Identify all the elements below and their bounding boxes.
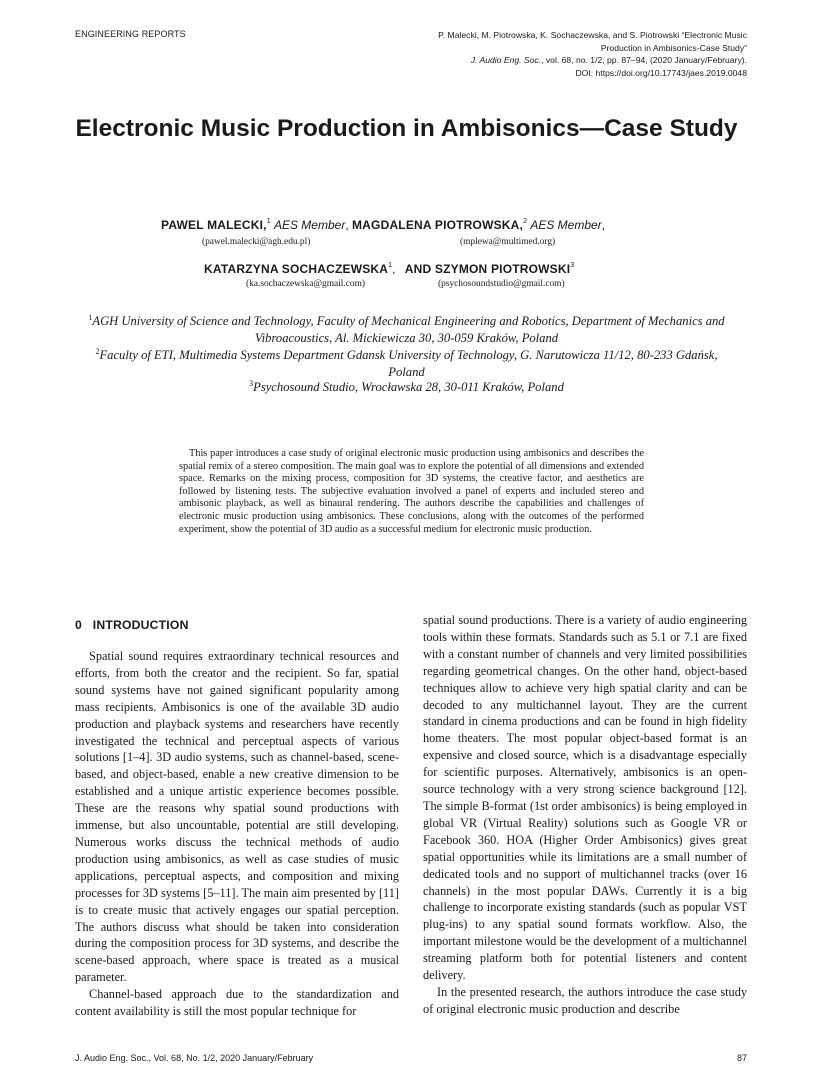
body-column-left: [75, 648, 399, 1020]
affiliation-3-text: Psychosound Studio, Wrocławska 28, 30-011 Kraków, Poland: [253, 380, 564, 394]
paragraph: Channel-based approach due to the standardization and content availability is still the most popular technique for: [75, 987, 399, 1019]
affiliation-2-number: 2: [95, 347, 100, 356]
section-heading: [75, 618, 189, 632]
body-column-right: [423, 612, 747, 1018]
citation-line-1: P. Malecki, M. Piotrowska, K. Sochaczewska, and S. Piotrowski “Electronic Music: [438, 30, 747, 40]
affiliation-1: [80, 309, 733, 348]
author-3-affil: 1: [388, 262, 393, 269]
author-4-email[interactable]: (psychosoundstudio@gmail.com): [438, 279, 565, 289]
author-2-email[interactable]: (mplewa@multimed.org): [460, 237, 556, 247]
paragraph: Spatial sound requires extraordinary technical resources and efforts, from both the creator and the recipient. So far, spatial sound systems have not gained significant popularity among mass recipients. Ambisonics is one of the available 3D audio production and playback systems and researchers have recently investigated the technical and perceptual aspects of various solutions [1–4]. 3D audio systems, such as channel-based, scene-based, and object-based, enable a new creative dimension to be established and a unique artistic experience becomes possible. These are the reasons why spatial sound productions with immense, but also uncountable, potential are still developing. Numerous works discuss the technical methods of audio production using ambisonics, as well as case studies of music applications, perceptual aspects, and composition and mixing processes for 3D systems [5–11]. The main aim presented by [11] is to create music that actively engages our spatial perception. The authors discuss what should be taken into consideration during the composition process for 3D systems, and describe the scene-based approach, where space is treated as a musical parameter.: [75, 649, 399, 985]
citation-block: [367, 29, 747, 79]
citation-doi[interactable]: DOI: https://doi.org/10.17743/jaes.2019.0048: [575, 67, 747, 78]
affiliation-3: [80, 375, 733, 396]
running-header-left: ENGINEERING REPORTS: [75, 29, 186, 39]
author-2-role: AES Member: [530, 218, 602, 232]
citation-line-2: Production in Ambisonics-Case Study”: [600, 42, 747, 53]
author-2-name: MAGDALENA PIOTROWSKA,: [351, 218, 524, 232]
section-title: INTRODUCTION: [92, 618, 189, 632]
paper-title: Electronic Music Production in Ambisonics—Case Study: [75, 115, 738, 142]
author-1-name: PAWEL MALECKI,: [161, 218, 267, 232]
affiliation-1-number: 1: [88, 313, 93, 322]
citation-volume: , vol. 68, no. 1/2, pp. 87–94, (2020 January/February).: [541, 55, 747, 65]
author-1-affil: 1: [266, 218, 271, 225]
citation-journal: J. Audio Eng. Soc.: [470, 55, 542, 65]
paragraph: spatial sound productions. There is a variety of audio engineering tools within these formats. Standards such as 5.1 or 7.1 are fixed with a constant number of channels and very limited possibilities regarding geometrical changes. On the other hand, object-based techniques allow to achieve very high spatial clarity and can be decoded to any multichannel layout. They are the current standard in cinema productions and can be found in high fidelity home theaters. The most popular object-based format is an expensive and closed source, which is a disadvantage especially for scientific purposes. Alternatively, ambisonics is an open-source technology with a very strong science background [12]. The simple B-format (1st order ambisonics) is being employed in global VR (Virtual Reality) solutions such as Google VR or Facebook 360. HOA (Higher Order Ambisonics) gives great spatial opportunities while its limitations are a small number of dedicated tools and no support of multichannel tracks (over 16 channels) in the most popular DAWs. Currently it is a big challenge to incorporate existing standards (such as popular VST plug-ins) to any spatial sound formats workflow. Also, the important milestone would be the development of a multichannel streaming platform both for potential listeners and content delivery.: [423, 613, 747, 983]
running-footer: J. Audio Eng. Soc., Vol. 68, No. 1/2, 2020 January/February: [75, 1053, 314, 1063]
author-3-name: KATARZYNA SOCHACZEWSKA: [204, 262, 389, 276]
citation-line-3: [367, 54, 747, 67]
author-2-affil: 2: [523, 218, 527, 225]
page-number: 87: [736, 1053, 747, 1063]
author-4-name: AND SZYMON PIOTROWSKI: [404, 262, 571, 276]
abstract: This paper introduces a case study of original electronic music production using ambisonics and describes the spatial remix of a stereo composition. The main goal was to explore the potential of all dimensions and extended space. Remarks on the mixing process, composition for 3D systems, the creative factor, and aesthetics are followed by listening tests. The subjective evaluation involved a panel of experts and included stereo and ambisonic playback, as well as binaural rendering. The authors describe the capabilities and challenges of electronic music production using ambisonics. These conclusions, along with the outcomes of the performed experiment, show the potential of 3D audio as a successful medium for electronic music production.: [179, 448, 644, 535]
paragraph: In the presented research, the authors introduce the case study of original electronic music production and describe: [423, 984, 747, 1016]
author-1-role: AES Member: [273, 218, 346, 232]
affiliation-2-text: Faculty of ETI, Multimedia Systems Department Gdansk University of Technology, G. Narutowicza 11/12, 80-233 Gdańsk, Poland: [99, 348, 718, 380]
author-line-1: PAWEL MALECKI,$^1$ AES Member, MAGDALENA PIOTROWSKA,$^2$ AES Member,: [161, 218, 606, 232]
author-3-email[interactable]: (ka.sochaczewska@gmail.com): [246, 279, 366, 289]
author-line-2: KATARZYNA SOCHACZEWSKA$^1$, AND SZYMON PIOTROWSKI$^3$: [204, 262, 575, 276]
affiliation-3-number: 3: [249, 379, 254, 388]
author-4-affil: 3: [570, 262, 575, 269]
affiliation-1-text: AGH University of Science and Technology, Faculty of Mechanical Engineering and Robotics, Department of Mechanics and Vibroacoustics, Al. Mickiewicza 30, 30-059 Kraków, Poland: [92, 314, 725, 346]
section-number: 0: [75, 618, 82, 632]
author-1-email[interactable]: (pawel.malecki@agh.edu.pl): [202, 237, 311, 247]
